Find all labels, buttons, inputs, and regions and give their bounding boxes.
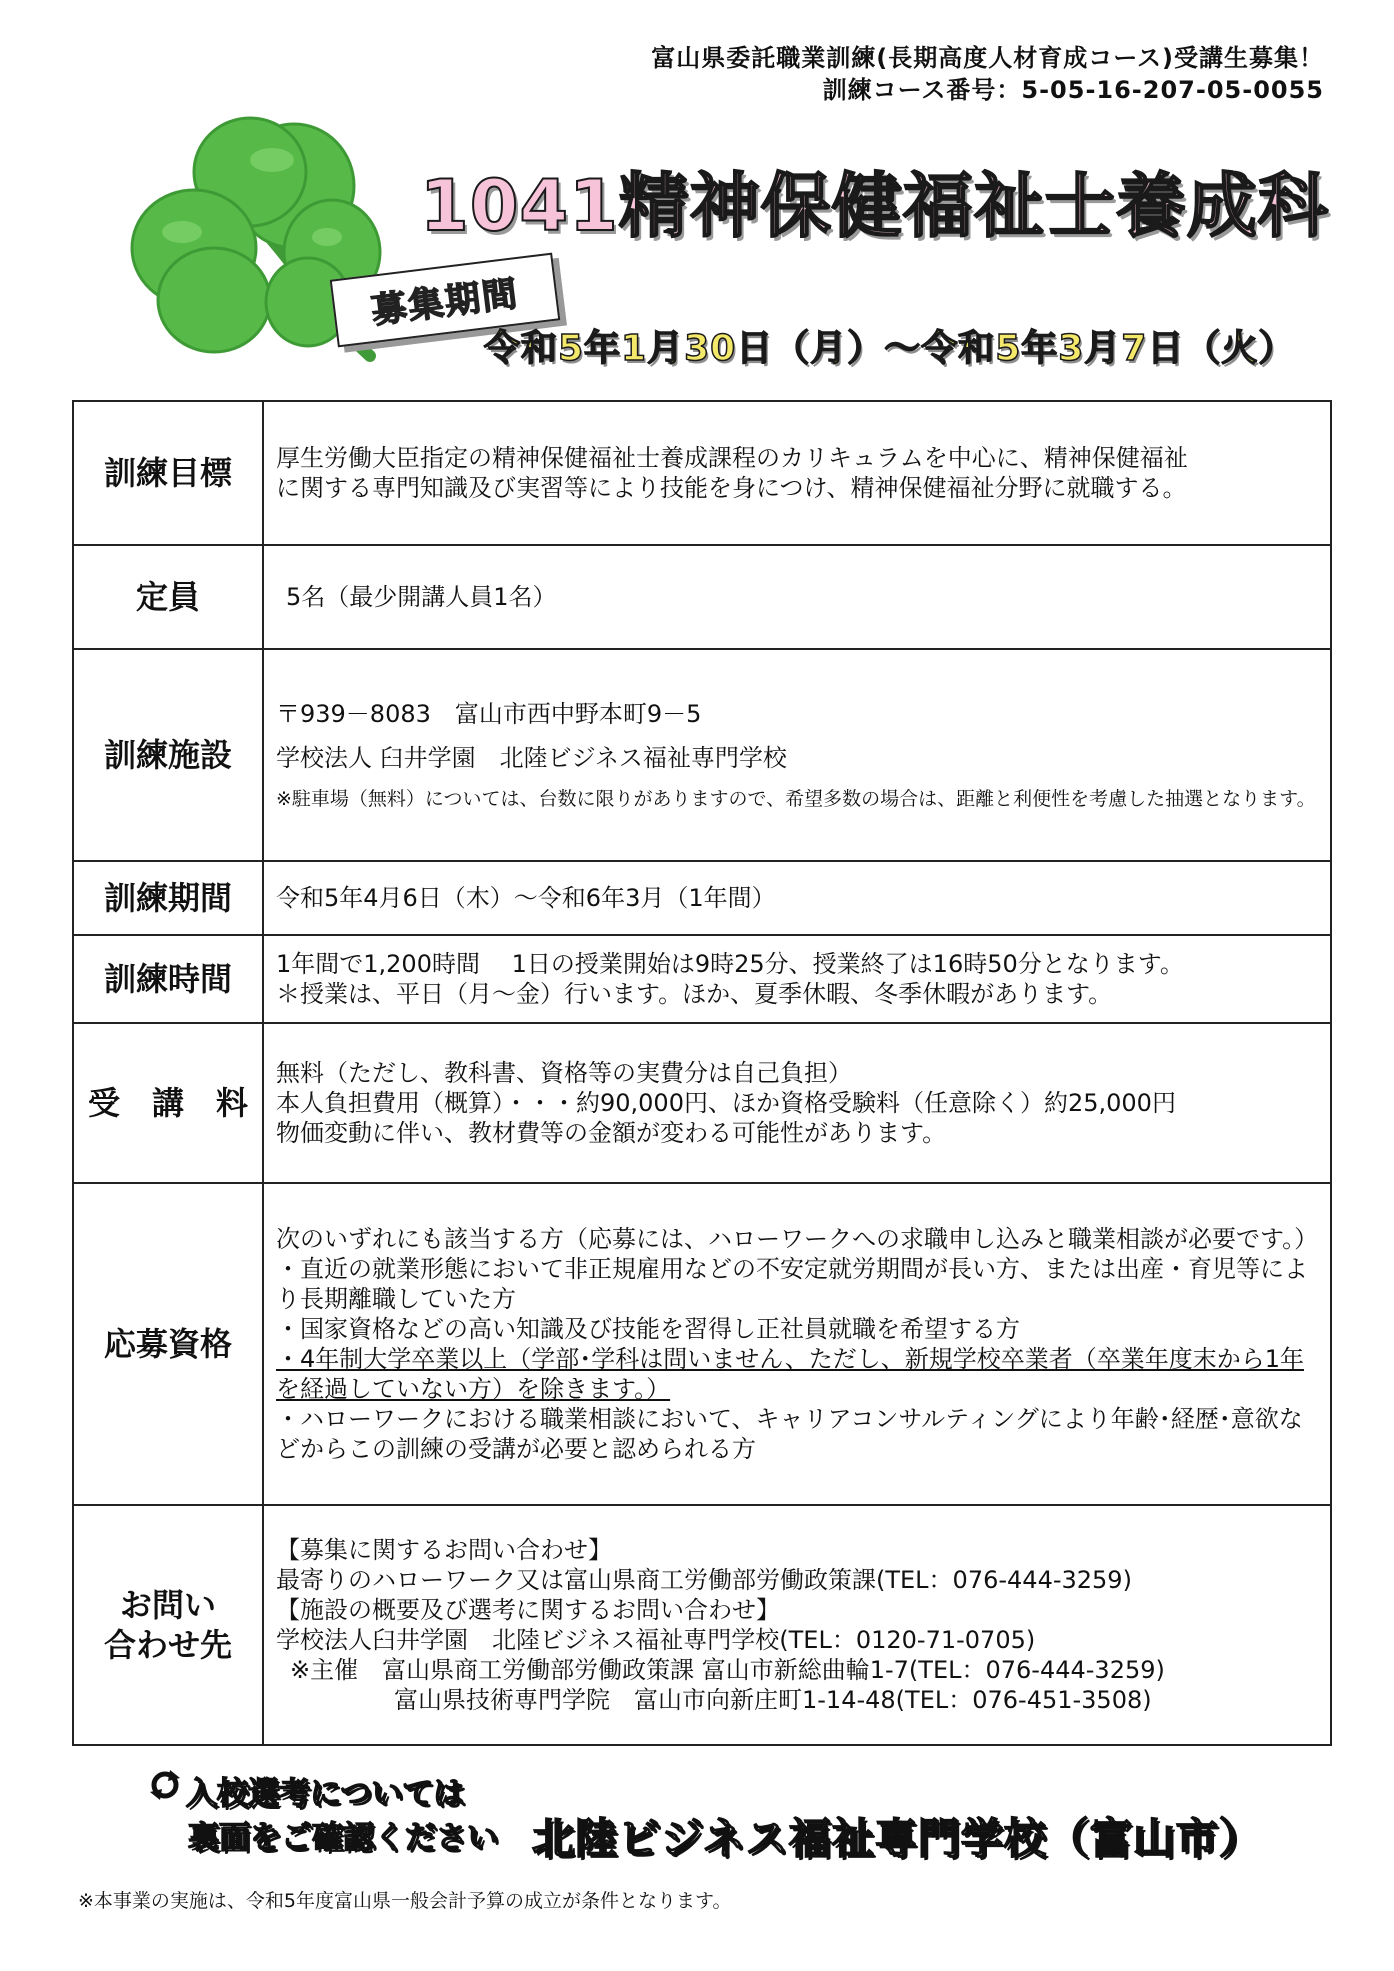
facility-note: ※駐車場（無料）については、台数に限りがありますので、希望多数の場合は、距離と利便性を考慮した抽選となります。 <box>276 787 1316 810</box>
goal-line: 厚生労働大臣指定の精神保健福祉士養成課程のカリキュラムを中心に、精神保健福祉 <box>276 444 1188 472</box>
table-row <box>73 401 1331 545</box>
contact-content <box>263 1505 1331 1745</box>
recruitment-period-dates: 令和5年1月30日（月）～令和5年3月7日（火） <box>484 328 1296 369</box>
capacity-content <box>263 545 1331 649</box>
school-name-footer: 北陸ビジネス福祉専門学校（富山市） <box>532 1814 1262 1863</box>
selection-note-line-2: 裏面をご確認ください <box>188 1820 498 1856</box>
qualification-intro: 次のいずれにも該当する方（応募には、ハローワークへの求職申し込みと職業相談が必要です。） <box>276 1225 1319 1253</box>
fee-line: 無料（ただし、教科書、資格等の実費分は自己負担） <box>276 1059 852 1087</box>
hours-label: 訓練時間 <box>73 935 263 1023</box>
qualification-item: ・直近の就業形態において非正規雇用などの不安定就労期間が長い方、または出産・育児等により長期離職していた方 <box>276 1255 1308 1313</box>
recruitment-period-badge: 募集期間 <box>330 253 561 348</box>
goal-content <box>263 401 1331 545</box>
qualification-label: 応募資格 <box>73 1183 263 1505</box>
table-row <box>73 861 1331 935</box>
table-row <box>73 545 1331 649</box>
table-row <box>73 935 1331 1023</box>
contact-line: 【募集に関するお問い合わせ】 <box>276 1536 612 1564</box>
hours-line: ＊授業は、平日（月～金）行います。ほか、夏季休暇、冬季休暇があります。 <box>276 980 1113 1008</box>
qualification-item: ・ハローワークにおける職業相談において、キャリアコンサルティングにより年齢･経歴･意欲などからこの訓練の受講が必要と認められる方 <box>276 1405 1303 1463</box>
term-text: 令和5年4月6日（木）～令和6年3月（1年間） <box>276 884 776 912</box>
contact-line: 【施設の概要及び選考に関するお問い合わせ】 <box>276 1596 780 1624</box>
table-row <box>73 1505 1331 1745</box>
hours-content <box>263 935 1331 1023</box>
fee-line: 本人負担費用（概算）・・・約90,000円、ほか資格受験料（任意除く）約25,000円 <box>276 1089 1176 1117</box>
term-label: 訓練期間 <box>73 861 263 935</box>
term-content <box>263 861 1331 935</box>
qualification-item: ・国家資格などの高い知識及び技能を習得し正社員就職を希望する方 <box>276 1315 1020 1343</box>
fee-content <box>263 1023 1331 1183</box>
facility-school: 学校法人 臼井学園 北陸ビジネス福祉専門学校 <box>276 743 787 772</box>
capacity-text: 5名（最少開講人員1名） <box>286 583 557 611</box>
contact-line: 最寄りのハローワーク又は富山県商工労働部労働政策課(TEL：076-444-3259) <box>276 1566 1132 1594</box>
contact-line: 学校法人臼井学園 北陸ビジネス福祉専門学校(TEL：0120-71-0705) <box>276 1626 1036 1654</box>
table-row <box>73 1183 1331 1505</box>
header-line-1: 富山県委託職業訓練(長期高度人材育成コース)受講生募集！ <box>651 44 1324 72</box>
table-row <box>73 649 1331 861</box>
rotate-arrow-icon <box>148 1768 182 1802</box>
selection-note-line-1: 入校選考については <box>186 1776 465 1812</box>
qualification-item: ・4年制大学卒業以上（学部･学科は問いません、ただし、新規学校卒業者（卒業年度末から1年を経過していない方）を除きます。） <box>276 1345 1304 1403</box>
contact-line: ※主催 富山県商工労働部労働政策課 富山市新総曲輪1-7(TEL：076-444-3259) <box>290 1656 1165 1684</box>
contact-line: 富山県技術専門学院 富山市向新庄町1-14-48(TEL：076-451-3508) <box>394 1686 1152 1714</box>
contact-label <box>73 1505 263 1745</box>
facility-address: 〒939－8083 富山市西中野本町9－5 <box>276 699 702 728</box>
contact-label-line: 合わせ先 <box>103 1626 232 1664</box>
contact-label-line: お問い <box>119 1586 216 1624</box>
capacity-label: 定員 <box>73 545 263 649</box>
fee-label: 受 講 料 <box>73 1023 263 1183</box>
facility-label: 訓練施設 <box>73 649 263 861</box>
course-number: 訓練コース番号：5-05-16-207-05-0055 <box>822 76 1324 104</box>
hours-line: 1年間で1,200時間 1日の授業開始は9時25分、授業終了は16時50分となります。 <box>276 950 1184 978</box>
table-row <box>73 1023 1331 1183</box>
goal-line: に関する専門知識及び実習等により技能を身につけ、精神保健福祉分野に就職する。 <box>276 474 1187 502</box>
facility-content <box>263 649 1331 861</box>
qualification-content <box>263 1183 1331 1505</box>
info-table <box>72 400 1332 1746</box>
footer-disclaimer: ※本事業の実施は、令和5年度富山県一般会計予算の成立が条件となります。 <box>78 1890 732 1912</box>
course-title: 1041精神保健福祉士養成科 <box>420 165 1329 247</box>
fee-line: 物価変動に伴い、教材費等の金額が変わる可能性があります。 <box>276 1119 947 1147</box>
goal-label: 訓練目標 <box>73 401 263 545</box>
